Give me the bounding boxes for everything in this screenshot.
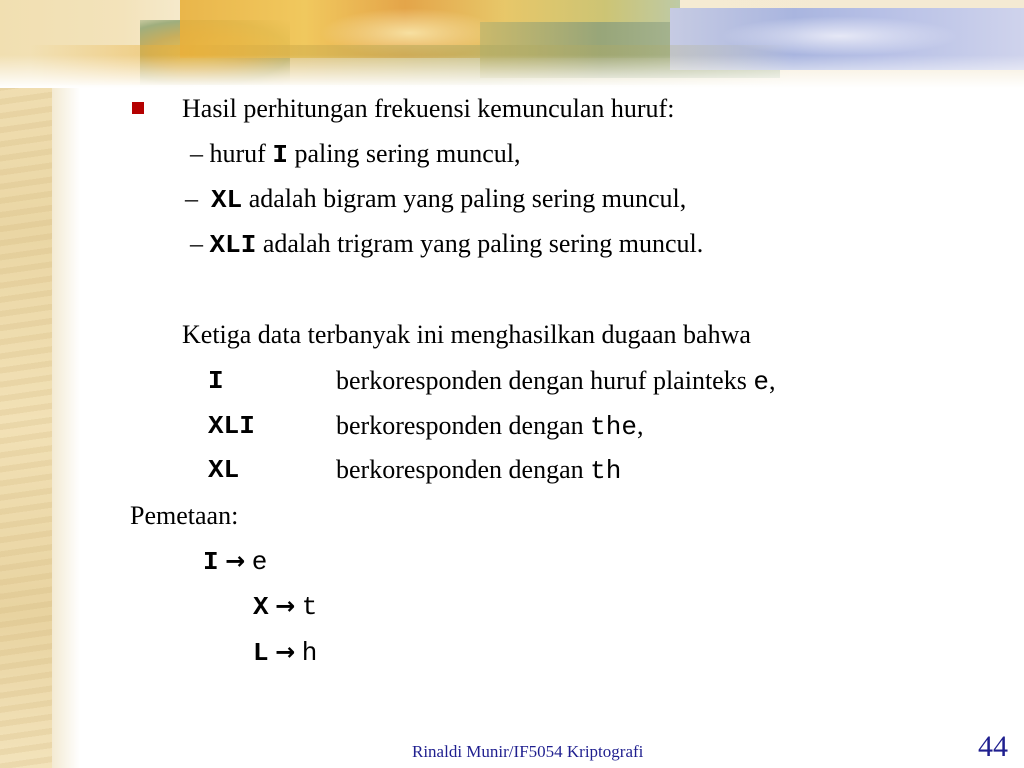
mapping-item-1 [203,546,267,577]
row-1-punct: , [768,366,776,395]
right-arrow-icon: → [225,547,246,575]
conclusion-intro: Ketiga data terbanyak ini menghasilkan dugaan bahwa [182,320,751,349]
mapping-title: Pemetaan: [130,501,239,530]
dash-2: – [185,184,198,213]
row-2-desc: berkoresponden dengan [336,411,584,440]
page-number: 44 [978,730,1008,763]
row-3-desc: berkoresponden dengan [336,455,584,484]
map-1-from: I [203,547,219,577]
dash-2-code: XL [211,185,243,215]
row-3-text [336,455,621,486]
dash-3-code: XLI [209,230,257,260]
footer-text: Rinaldi Munir/IF5054 Kriptografi [412,742,644,761]
dash-2-post: adalah bigram yang paling sering muncul, [248,184,687,213]
right-arrow-icon: → [275,592,296,620]
right-arrow-icon: → [275,638,296,666]
row-2-text [336,411,643,442]
row-2-cipher: XLI [208,411,255,441]
mapping-item-3 [253,637,317,668]
row-3-cipher: XL [208,455,240,485]
dash-line-1 [190,139,520,170]
row-1-cipher: I [208,366,224,396]
dash-1-code: I [272,140,288,170]
bullet-text: Hasil perhitungan frekuensi kemunculan huruf: [182,94,675,123]
left-decorative-strip [0,0,53,768]
left-fade [52,0,80,768]
dash-line-2 [185,184,686,215]
row-3-plain: th [590,456,622,486]
map-2-to: t [301,592,318,622]
dash-3-post: adalah trigram yang paling sering muncul. [262,229,704,258]
row-1-text [336,366,775,397]
bullet-marker [132,102,144,114]
dash-3: – [190,229,203,258]
dash-1-post: paling sering muncul, [294,139,521,168]
top-banner-image [0,0,1024,88]
row-1-desc: berkoresponden dengan huruf plainteks [336,366,747,395]
dash-line-3 [190,229,703,260]
row-1-plain: e [753,367,769,397]
mapping-item-2 [253,591,317,622]
dash-1: – [190,139,203,168]
map-3-to: h [301,638,318,668]
map-2-from: X [253,592,269,622]
dash-1-pre: huruf [209,139,266,168]
row-2-plain: the [590,412,637,442]
row-2-punct: , [636,411,644,440]
map-3-from: L [253,638,269,668]
map-1-to: e [251,547,268,577]
